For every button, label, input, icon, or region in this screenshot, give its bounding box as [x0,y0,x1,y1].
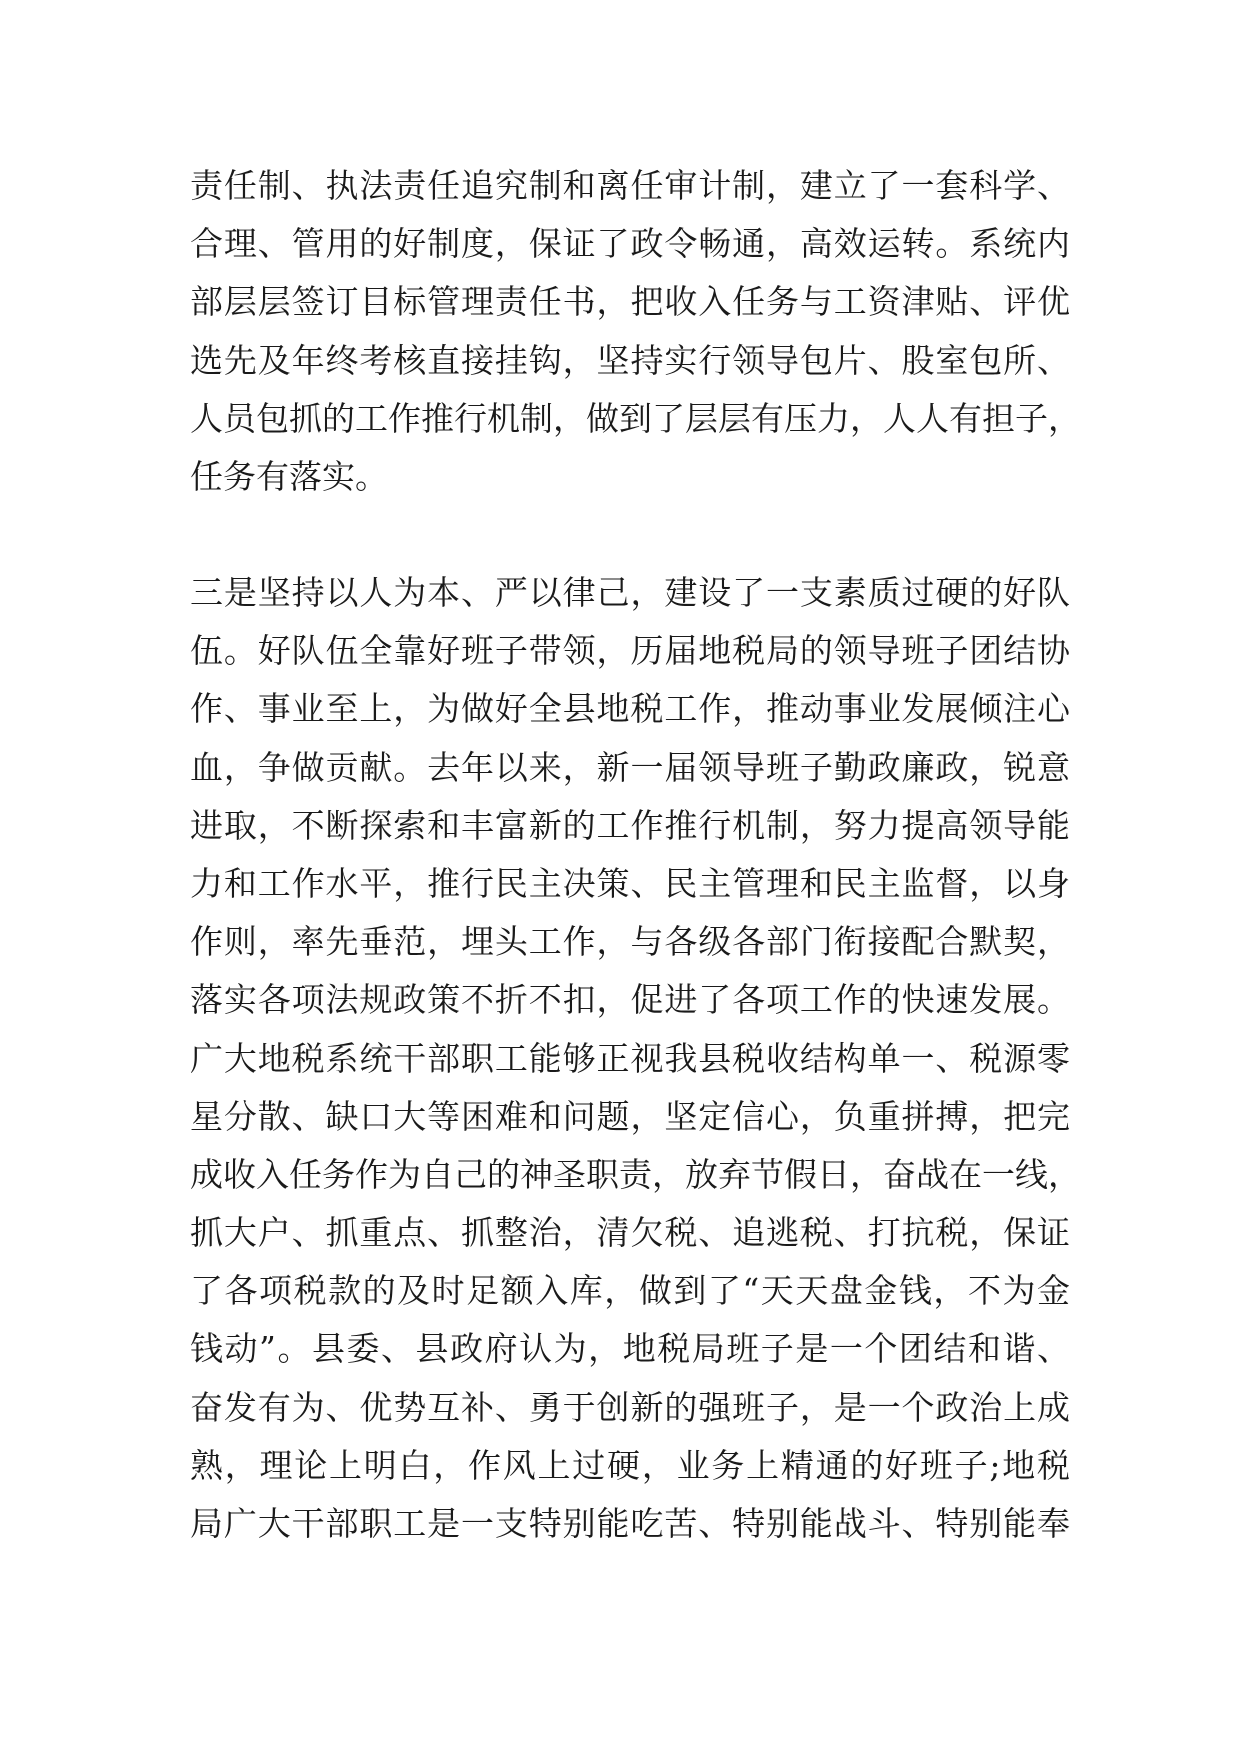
text-line: 力和工作水平，推行民主决策、民主管理和民主监督，以身 [190,863,1070,903]
text-line: 责任制、执法责任追究制和离任审计制，建立了一套科学、 [190,166,1070,205]
text-line: 熟，理论上明白，作风上过硬，业务上精通的好班子;地税 [190,1445,1070,1485]
text-line: 部层层签订目标管理责任书，把收入任务与工资津贴、评优 [190,282,1070,322]
text-line: 局广大干部职工是一支特别能吃苦、特别能战斗、特别能奉 [190,1504,1070,1543]
paragraph-responsibility-system [190,157,1081,506]
text-line: 人员包抓的工作推行机制，做到了层层有压力，人人有担子， [190,398,1081,438]
text-line: 任务有落实。 [190,456,388,496]
text-line: 成收入任务作为自己的神圣职责，放弃节假日，奋战在一线， [190,1154,1081,1194]
text-line: 进取，不断探索和丰富新的工作推行机制，努力提高领导能 [190,805,1070,845]
text-line: 作则，率先垂范，埋头工作，与各级各部门衔接配合默契， [190,922,1070,962]
text-line: 落实各项法规政策不折不扣，促进了各项工作的快速发展。 [190,980,1070,1020]
text-line: 了各项税款的及时足额入库，做到了“天天盘金钱，不为金 [190,1271,1070,1311]
text-line: 合理、管用的好制度，保证了政令畅通，高效运转。系统内 [190,224,1070,264]
text-line: 作、事业至上，为做好全县地税工作，推动事业发展倾注心 [190,689,1070,729]
text-line: 星分散、缺口大等困难和问题，坚定信心，负重拼搏，把完 [190,1096,1070,1136]
text-line: 血，争做贡献。去年以来，新一届领导班子勤政廉政，锐意 [190,747,1070,787]
text-line: 广大地税系统干部职工能够正视我县税收结构单一、税源零 [190,1038,1070,1078]
text-line: 奋发有为、优势互补、勇于创新的强班子，是一个政治上成 [190,1387,1070,1427]
text-line: 伍。好队伍全靠好班子带领，历届地税局的领导班子团结协 [190,631,1070,671]
text-line: 选先及年终考核直接挂钩，坚持实行领导包片、股室包所、 [190,340,1070,380]
text-line: 三是坚持以人为本、严以律己，建设了一支素质过硬的好队 [190,573,1070,612]
text-line: 钱动”。县委、县政府认为，地税局班子是一个团结和谐、 [190,1329,1070,1369]
paragraph-team-building [190,564,1081,1553]
text-line: 抓大户、抓重点、抓整治，清欠税、追逃税、打抗税，保证 [190,1213,1070,1253]
